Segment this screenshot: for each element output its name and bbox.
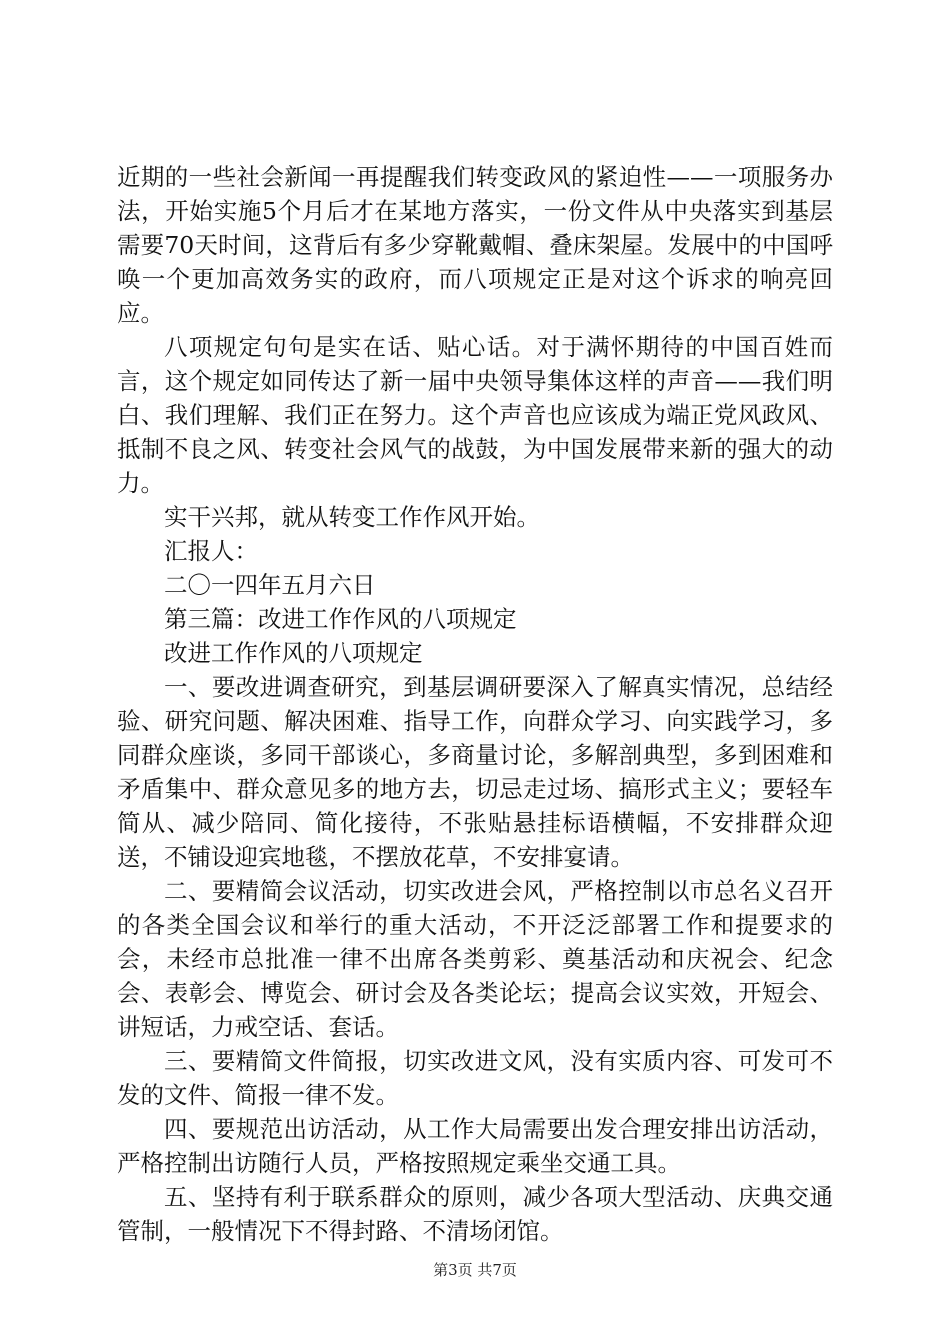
document-title: 改进工作作风的八项规定 <box>164 639 423 667</box>
report-date: 二〇一四年五月六日 <box>164 571 376 599</box>
paragraph-eight-rules-response: 八项规定句句是实在话、贴心话。对于满怀期待的中国百姓而言，这个规定如同传达了新一届中央领导集体这样的声音——我们明白、我们理解、我们正在努力。这个声音也应该成为端正党风政风、抵制不良之风、转变社会风气的战鼓，为中国发展带来新的强大的动力。 <box>117 333 833 497</box>
page-number-footer: 第3页 共7页 <box>433 1261 517 1279</box>
document-body <box>117 160 833 1248</box>
paragraph-news-urgency: 近期的一些社会新闻一再提醒我们转变政风的紧迫性——一项服务办法，开始实施5个月后才在某地方落实，一份文件从中央落实到基层需要70天时间，这背后有多少穿靴戴帽、叠床架屋。发展中的中国呼唤一个更加高效务实的政府，而八项规定正是对这个诉求的响亮回应。 <box>117 163 833 327</box>
rule-item-5: 五、坚持有利于联系群众的原则，减少各项大型活动、庆典交通管制，一般情况下不得封路、不清场闭馆。 <box>117 1183 833 1245</box>
rule-item-4: 四、要规范出访活动，从工作大局需要出发合理安排出访活动，严格控制出访随行人员，严格按照规定乘坐交通工具。 <box>117 1115 833 1177</box>
section-heading: 第三篇：改进工作作风的八项规定 <box>164 605 517 633</box>
rule-item-1: 一、要改进调查研究，到基层调研要深入了解真实情况，总结经验、研究问题、解决困难、指导工作，向群众学习、向实践学习，多同群众座谈，多同干部谈心，多商量讨论，多解剖典型，多到困难和矛盾集中、群众意见多的地方去，切忌走过场、搞形式主义；要轻车简从、减少陪同、简化接待，不张贴悬挂标语横幅，不安排群众迎送，不铺设迎宾地毯，不摆放花草，不安排宴请。 <box>117 673 833 871</box>
rule-item-2: 二、要精简会议活动，切实改进会风，严格控制以市总名义召开的各类全国会议和举行的重大活动，不开泛泛部署工作和提要求的会，未经市总批准一律不出席各类剪彩、奠基活动和庆祝会、纪念会、表彰会、博览会、研讨会及各类论坛；提高会议实效，开短会、讲短话，力戒空话、套话。 <box>117 877 833 1041</box>
paragraph-conclusion: 实干兴邦，就从转变工作作风开始。 <box>164 503 540 531</box>
rule-item-3: 三、要精简文件简报，切实改进文风，没有实质内容、可发可不发的文件、简报一律不发。 <box>117 1047 833 1109</box>
reporter-label: 汇报人： <box>164 537 258 565</box>
